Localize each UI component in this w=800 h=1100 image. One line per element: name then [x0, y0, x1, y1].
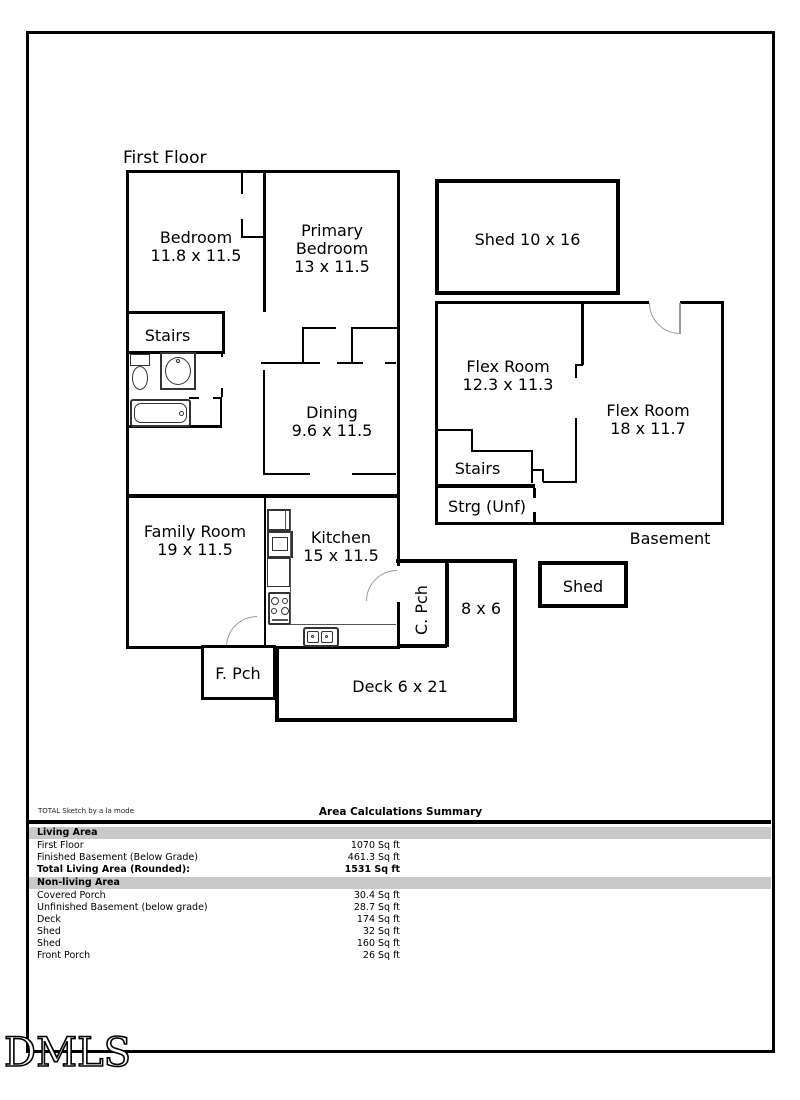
wall: [263, 170, 266, 312]
wall: [385, 362, 396, 364]
mls-watermark: DMLS: [4, 1030, 131, 1076]
wall: [445, 559, 449, 647]
table-row: [29, 890, 771, 902]
row-value: 1070 Sq ft: [350, 840, 400, 851]
table-row: [29, 950, 771, 962]
wall: [275, 647, 279, 722]
room-label-front-porch: F. Pch: [215, 664, 261, 683]
cabinet-fixture: [267, 558, 290, 587]
wall: [351, 327, 397, 329]
room-label-family-room: [130, 523, 260, 559]
wall: [302, 327, 336, 329]
wall: [543, 481, 577, 483]
wall: [220, 397, 222, 427]
row-label: Covered Porch: [37, 890, 106, 901]
oven-window-fixture: [272, 537, 288, 551]
wall: [302, 327, 304, 364]
wall: [542, 470, 544, 482]
row-value: 28.7 Sq ft: [353, 902, 400, 913]
stove-burner-icon: [271, 608, 277, 614]
door-leaf: [679, 303, 681, 334]
row-value: 26 Sq ft: [362, 950, 400, 961]
wall: [126, 494, 400, 498]
room-label-stairs: Stairs: [144, 326, 191, 345]
counter-line: [291, 624, 396, 625]
wall: [398, 644, 447, 648]
row-label: Finished Basement (Below Grade): [37, 852, 198, 863]
row-label: Unfinished Basement (below grade): [37, 902, 208, 913]
wall: [337, 362, 363, 364]
toilet-bowl-fixture: [132, 366, 148, 390]
room-label-deck: Deck 6 x 21: [352, 677, 448, 696]
wall: [275, 718, 517, 722]
table-rule: [29, 820, 771, 824]
wall: [222, 311, 225, 353]
room-label-flex-room-1: [443, 358, 573, 394]
room-dims: 9.6 x 11.5: [291, 420, 373, 440]
room-label-primary-bedroom: [287, 222, 377, 276]
room-label-dining: [272, 404, 392, 440]
room-name: Dining: [306, 403, 358, 422]
row-label: Total Living Area (Rounded):: [37, 864, 190, 875]
table-row-total: [29, 864, 771, 876]
table-row: [29, 852, 771, 864]
wall: [221, 388, 223, 397]
wall: [351, 327, 353, 364]
wall: [471, 450, 533, 452]
room-dims: 15 x 11.5: [303, 545, 379, 565]
row-value: 160 Sq ft: [356, 938, 400, 949]
room-dims: 11.8 x 11.5: [150, 245, 242, 265]
table-row: [29, 926, 771, 938]
fridge-fixture: [267, 509, 291, 531]
wall: [126, 311, 225, 314]
wall: [575, 418, 577, 482]
wall: [263, 370, 265, 475]
room-dims: 13 x 11.5: [294, 256, 370, 276]
room-dims: 19 x 11.5: [157, 539, 233, 559]
fridge-line: [285, 510, 286, 530]
area-label-8x6: 8 x 6: [461, 599, 501, 618]
basement-title: Basement: [629, 529, 711, 548]
table-row: [29, 914, 771, 926]
wall: [221, 351, 223, 357]
room-dims: 18 x 11.7: [610, 418, 686, 438]
row-value: 30.4 Sq ft: [353, 890, 400, 901]
row-value: 174 Sq ft: [356, 914, 400, 925]
wall: [435, 484, 535, 488]
room-dims: 12.3 x 11.3: [462, 374, 554, 394]
sink-drain-fixture: [325, 635, 328, 638]
wall: [264, 498, 266, 645]
wall: [575, 364, 577, 378]
wall: [261, 362, 320, 364]
wall: [471, 429, 473, 451]
table-title: Area Calculations Summary: [318, 806, 483, 818]
stove-burner-icon: [271, 597, 279, 605]
row-label: First Floor: [37, 840, 84, 851]
room-name: Flex Room: [606, 401, 690, 420]
room-label-bedroom: [136, 229, 256, 265]
room-label-covered-porch: C. Pch: [412, 585, 431, 635]
section-header-non-living-area: Non-living Area: [29, 877, 771, 889]
room-label-kitchen: [296, 529, 386, 565]
wall: [513, 559, 517, 722]
wall: [241, 170, 243, 194]
sketch-credit: TOTAL Sketch by a la mode: [38, 807, 134, 815]
row-value: 1531 Sq ft: [344, 864, 400, 875]
toilet-tank-fixture: [130, 354, 150, 366]
room-name: Bedroom: [159, 228, 233, 247]
wall: [189, 397, 199, 399]
row-label: Shed: [37, 926, 61, 937]
wall: [352, 473, 396, 475]
room-label-shed-large: Shed 10 x 16: [474, 230, 581, 249]
wall: [264, 473, 310, 475]
room-label-shed-small: Shed: [562, 577, 604, 596]
wall: [581, 301, 584, 365]
room-label-flex-room-2: [583, 402, 713, 438]
row-value: 461.3 Sq ft: [347, 852, 400, 863]
wall: [435, 429, 472, 431]
row-value: 32 Sq ft: [362, 926, 400, 937]
bathtub-drain-fixture: [179, 411, 184, 416]
stove-burner-icon: [281, 607, 289, 615]
room-name: Kitchen: [310, 528, 372, 547]
stove-burner-icon: [282, 598, 288, 604]
sink-faucet-fixture: [176, 359, 180, 363]
row-label: Deck: [37, 914, 61, 925]
room-label-stairs-basement: Stairs: [454, 459, 501, 478]
section-header-living-area: Living Area: [29, 827, 771, 839]
stove-controls: [272, 619, 288, 621]
counter-line: [290, 509, 291, 625]
room-name: Primary Bedroom: [295, 221, 369, 258]
sink-drain-fixture: [311, 635, 314, 638]
room-name: Family Room: [143, 522, 247, 541]
wall: [396, 559, 517, 563]
room-label-storage: Strg (Unf): [448, 497, 526, 516]
wall: [531, 450, 533, 483]
table-row: [29, 902, 771, 914]
row-label: Front Porch: [37, 950, 91, 961]
table-row: [29, 938, 771, 950]
room-name: Flex Room: [466, 357, 550, 376]
table-row: [29, 840, 771, 852]
row-label: Shed: [37, 938, 61, 949]
first-floor-title: First Floor: [123, 148, 207, 168]
